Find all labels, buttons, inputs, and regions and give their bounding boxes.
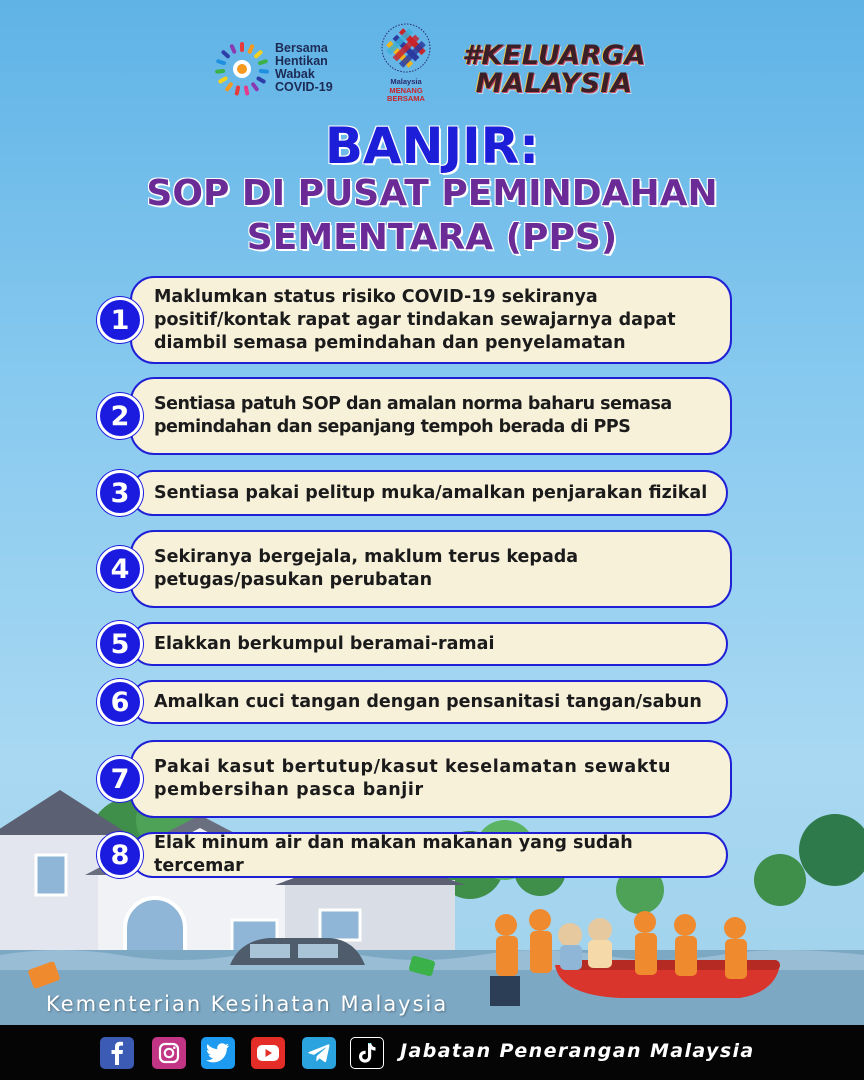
tiktok-icon[interactable] bbox=[350, 1037, 384, 1069]
keluarga-logo-line: MALAYSIA bbox=[475, 68, 633, 99]
sop-text: Elakkan berkumpul beramai-ramai bbox=[154, 633, 495, 654]
covid-campaign-logo bbox=[213, 38, 353, 100]
sop-text-box bbox=[130, 530, 732, 608]
subtitle-line: SEMENTARA (PPS) bbox=[246, 217, 618, 258]
sop-text-box bbox=[130, 740, 732, 818]
sop-text-box bbox=[130, 377, 732, 455]
number-badge: 3 bbox=[97, 470, 143, 516]
telegram-icon[interactable] bbox=[302, 1037, 336, 1069]
sop-text: Sekiranya bergejala, maklum terus kepada petugas/pasukan perubatan bbox=[154, 547, 579, 590]
twitter-icon[interactable] bbox=[201, 1037, 235, 1069]
sop-text-box bbox=[130, 832, 728, 878]
ministry-name: Kementerian Kesihatan Malaysia bbox=[46, 992, 449, 1016]
department-name: Jabatan Penerangan Malaysia bbox=[400, 1040, 755, 1062]
facebook-icon[interactable] bbox=[100, 1037, 134, 1069]
sop-text: Sentiasa patuh SOP dan amalan norma baharu semasa pemindahan dan sepanjang tempoh berada di PPS bbox=[154, 394, 672, 437]
sop-text: Sentiasa pakai pelitup muka/amalkan penjarakan fizikal bbox=[154, 482, 708, 503]
number-badge: 1 bbox=[97, 297, 143, 343]
keluarga-malaysia-logo bbox=[456, 42, 652, 98]
footer-bar bbox=[0, 1025, 864, 1080]
number-badge: 4 bbox=[97, 546, 143, 592]
mmb-logo-line: MENANG bbox=[389, 85, 423, 95]
sunburst-icon bbox=[213, 40, 271, 98]
mmb-logo-line: Malaysia bbox=[390, 77, 422, 86]
malaysia-menang-bersama-logo bbox=[376, 22, 436, 102]
sop-text: Elak minum air dan makan makanan yang sudah tercemar bbox=[154, 833, 633, 876]
sop-text: Maklumkan status risiko COVID-19 sekiranya positif/kontak rapat agar tindakan sewajarnya dapat diambil semasa pemindahan dan penyelamatan bbox=[154, 286, 676, 353]
subtitle-line: SOP DI PUSAT PEMINDAHAN bbox=[146, 173, 718, 214]
woven-emblem-icon bbox=[380, 22, 432, 74]
covid-logo-line: Bersama bbox=[275, 41, 328, 55]
page-title: BANJIR: bbox=[324, 117, 540, 175]
covid-logo-line: Hentikan bbox=[275, 54, 328, 68]
sop-text: Amalkan cuci tangan dengan pensanitasi tangan/sabun bbox=[154, 691, 702, 712]
sop-text-box bbox=[130, 622, 728, 666]
sop-text: Pakai kasut bertutup/kasut keselamatan sewaktu pembersihan pasca banjir bbox=[154, 757, 672, 800]
instagram-icon[interactable] bbox=[152, 1037, 186, 1069]
covid-logo-line: COVID-19 bbox=[275, 80, 333, 94]
number-badge: 8 bbox=[97, 832, 143, 878]
number-badge: 2 bbox=[97, 393, 143, 439]
youtube-icon[interactable] bbox=[251, 1037, 285, 1069]
page-subtitle bbox=[0, 172, 864, 260]
number-badge: 6 bbox=[97, 679, 143, 725]
covid-logo-line: Wabak bbox=[275, 67, 315, 81]
number-badge: 7 bbox=[97, 756, 143, 802]
sop-text-box bbox=[130, 680, 728, 724]
mmb-logo-line: BERSAMA bbox=[387, 94, 425, 103]
sop-text-box bbox=[130, 470, 728, 516]
keluarga-logo-line: #KELUARGA bbox=[462, 40, 646, 71]
number-badge: 5 bbox=[97, 621, 143, 667]
sop-text-box bbox=[130, 276, 732, 364]
